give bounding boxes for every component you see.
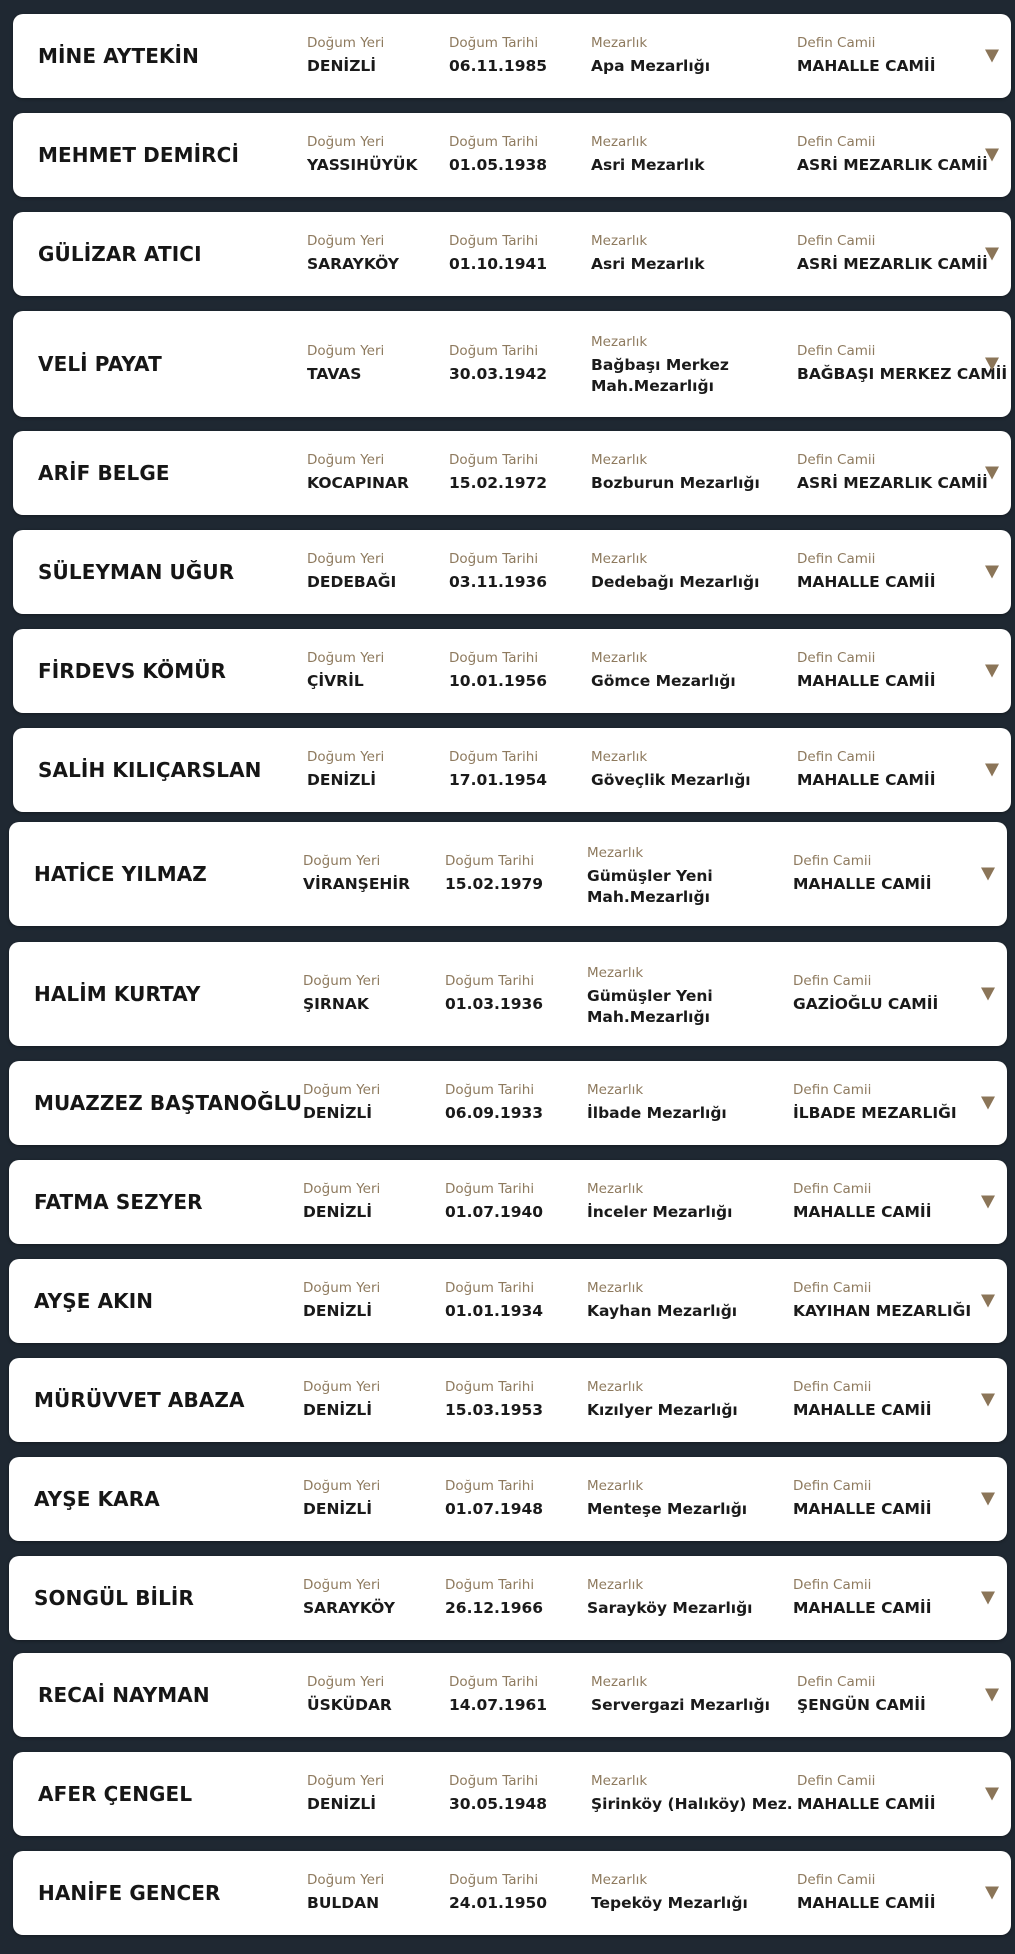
birthplace-label: Doğum Yeri bbox=[307, 1674, 385, 1690]
birthplace-field bbox=[303, 1180, 380, 1223]
expand-chevron-icon[interactable] bbox=[985, 764, 999, 777]
mosque-field bbox=[793, 1378, 931, 1421]
cemetery-label: Mezarlık bbox=[591, 233, 648, 249]
birthdate-field bbox=[445, 1576, 543, 1619]
expand-chevron-icon[interactable] bbox=[981, 1196, 995, 1209]
birthdate-value: 24.01.1950 bbox=[449, 1894, 548, 1912]
birthdate-field bbox=[449, 133, 547, 176]
birthplace-label: Doğum Yeri bbox=[303, 1181, 381, 1197]
cemetery-field bbox=[591, 34, 710, 77]
birthplace-field bbox=[303, 1576, 395, 1619]
birthplace-label: Doğum Yeri bbox=[303, 1280, 381, 1296]
mosque-label: Defin Camii bbox=[797, 134, 876, 150]
mosque-field bbox=[797, 1772, 935, 1815]
birthdate-field bbox=[449, 550, 547, 593]
birthplace-field bbox=[307, 1772, 384, 1815]
expand-chevron-icon[interactable] bbox=[981, 1493, 995, 1506]
record-card[interactable] bbox=[13, 530, 1011, 614]
expand-chevron-icon[interactable] bbox=[985, 566, 999, 579]
mosque-label: Defin Camii bbox=[797, 343, 876, 359]
mosque-label: Defin Camii bbox=[797, 35, 876, 51]
mosque-value: İLBADE MEZARLIĞI bbox=[793, 1104, 957, 1122]
birthdate-label: Doğum Tarihi bbox=[449, 1872, 539, 1888]
person-name: ARİF BELGE bbox=[38, 461, 170, 485]
record-card[interactable] bbox=[13, 1752, 1011, 1836]
mosque-value: MAHALLE CAMİİ bbox=[797, 771, 936, 789]
mosque-label: Defin Camii bbox=[793, 1082, 872, 1098]
mosque-field bbox=[797, 550, 935, 593]
birthdate-value: 15.02.1979 bbox=[445, 875, 544, 893]
cemetery-field bbox=[591, 1871, 748, 1914]
mosque-label: Defin Camii bbox=[793, 1280, 872, 1296]
birthplace-value: DENİZLİ bbox=[303, 1500, 373, 1518]
birthdate-label: Doğum Tarihi bbox=[449, 650, 539, 666]
birthdate-value: 06.09.1933 bbox=[445, 1104, 544, 1122]
birthplace-label: Doğum Yeri bbox=[303, 1082, 381, 1098]
mosque-field bbox=[793, 972, 938, 1015]
cemetery-label: Mezarlık bbox=[591, 1773, 648, 1789]
cemetery-label: Mezarlık bbox=[587, 1379, 644, 1395]
birthplace-value: DEDEBAĞI bbox=[307, 573, 397, 591]
birthplace-field bbox=[307, 451, 409, 494]
mosque-field bbox=[797, 342, 1007, 385]
cemetery-field bbox=[591, 649, 736, 692]
expand-chevron-icon[interactable] bbox=[985, 1887, 999, 1900]
expand-chevron-icon[interactable] bbox=[985, 467, 999, 480]
birthplace-value: DENİZLİ bbox=[303, 1203, 373, 1221]
cemetery-field bbox=[587, 1477, 747, 1520]
mosque-value: MAHALLE CAMİİ bbox=[793, 1401, 932, 1419]
cemetery-value: Kızılyer Mezarlığı bbox=[587, 1401, 738, 1419]
birthplace-value: DENİZLİ bbox=[307, 57, 377, 75]
expand-chevron-icon[interactable] bbox=[985, 149, 999, 162]
mosque-value: ŞENGÜN CAMİİ bbox=[797, 1696, 926, 1714]
person-name: MEHMET DEMİRCİ bbox=[38, 143, 239, 167]
cemetery-value: Asri Mezarlık bbox=[591, 156, 705, 174]
record-card[interactable] bbox=[13, 1653, 1011, 1737]
mosque-field bbox=[797, 451, 988, 494]
mosque-value: BAĞBAŞI MERKEZ CAMİİ bbox=[797, 365, 1008, 383]
mosque-label: Defin Camii bbox=[793, 973, 872, 989]
mosque-field bbox=[797, 232, 988, 275]
birthplace-value: SARAYKÖY bbox=[307, 255, 399, 273]
cemetery-value: Menteşe Mezarlığı bbox=[587, 1500, 748, 1518]
birthdate-value: 01.05.1938 bbox=[449, 156, 548, 174]
mosque-label: Defin Camii bbox=[797, 1872, 876, 1888]
birthplace-value: DENİZLİ bbox=[307, 771, 377, 789]
birthplace-field bbox=[307, 232, 399, 275]
cemetery-field bbox=[587, 1081, 727, 1124]
birthplace-field bbox=[307, 34, 384, 77]
birthdate-label: Doğum Tarihi bbox=[449, 1773, 539, 1789]
mosque-label: Defin Camii bbox=[797, 650, 876, 666]
birthplace-label: Doğum Yeri bbox=[303, 853, 381, 869]
birthdate-field bbox=[445, 1279, 543, 1322]
person-name: RECAİ NAYMAN bbox=[38, 1683, 210, 1707]
mosque-label: Defin Camii bbox=[793, 1478, 872, 1494]
birthplace-value: DENİZLİ bbox=[303, 1302, 373, 1320]
mosque-value: MAHALLE CAMİİ bbox=[793, 1599, 932, 1617]
birthdate-field bbox=[449, 451, 547, 494]
birthplace-label: Doğum Yeri bbox=[303, 973, 381, 989]
mosque-value: MAHALLE CAMİİ bbox=[797, 1795, 936, 1813]
cemetery-label: Mezarlık bbox=[587, 1280, 644, 1296]
person-name: SALİH KILIÇARSLAN bbox=[38, 758, 262, 782]
cemetery-label: Mezarlık bbox=[591, 452, 648, 468]
birthdate-value: 30.03.1942 bbox=[449, 365, 548, 383]
cemetery-field bbox=[587, 1576, 753, 1619]
birthdate-field bbox=[445, 1180, 543, 1223]
birthdate-field bbox=[449, 748, 547, 791]
birthdate-value: 01.07.1948 bbox=[445, 1500, 544, 1518]
birthplace-field bbox=[303, 972, 380, 1015]
birthdate-value: 15.03.1953 bbox=[445, 1401, 544, 1419]
mosque-value: ASRİ MEZARLIK CAMİİ bbox=[797, 474, 988, 492]
birthplace-value: ÇİVRİL bbox=[307, 672, 364, 690]
mosque-field bbox=[797, 1871, 935, 1914]
birthdate-field bbox=[449, 649, 547, 692]
person-name: SONGÜL BİLİR bbox=[34, 1586, 194, 1610]
birthdate-label: Doğum Tarihi bbox=[445, 1082, 535, 1098]
birthplace-field bbox=[303, 1477, 380, 1520]
record-card[interactable] bbox=[13, 1851, 1011, 1935]
birthplace-field bbox=[307, 342, 384, 385]
cemetery-value: Dedebağı Mezarlığı bbox=[591, 573, 760, 591]
record-card[interactable] bbox=[9, 1457, 1007, 1541]
expand-chevron-icon[interactable] bbox=[985, 50, 999, 63]
cemetery-field bbox=[591, 550, 759, 593]
cemetery-field bbox=[591, 1772, 793, 1815]
birthplace-label: Doğum Yeri bbox=[307, 35, 385, 51]
cemetery-label: Mezarlık bbox=[587, 965, 644, 981]
cemetery-label: Mezarlık bbox=[591, 1872, 648, 1888]
birthdate-label: Doğum Tarihi bbox=[449, 233, 539, 249]
birthplace-field bbox=[307, 1673, 392, 1716]
birthplace-value: ŞIRNAK bbox=[303, 995, 369, 1013]
birthplace-value: TAVAS bbox=[307, 365, 362, 383]
birthplace-label: Doğum Yeri bbox=[307, 343, 385, 359]
mosque-label: Defin Camii bbox=[797, 551, 876, 567]
birthdate-label: Doğum Tarihi bbox=[445, 853, 535, 869]
birthplace-label: Doğum Yeri bbox=[307, 749, 385, 765]
birthdate-field bbox=[445, 1477, 543, 1520]
birthdate-value: 30.05.1948 bbox=[449, 1795, 548, 1813]
expand-chevron-icon[interactable] bbox=[981, 1295, 995, 1308]
mosque-value: ASRİ MEZARLIK CAMİİ bbox=[797, 156, 988, 174]
record-card[interactable] bbox=[9, 1259, 1007, 1343]
birthplace-field bbox=[303, 852, 410, 895]
birthplace-label: Doğum Yeri bbox=[307, 650, 385, 666]
person-name: MUAZZEZ BAŞTANOĞLU bbox=[34, 1091, 303, 1115]
mosque-field bbox=[793, 1279, 971, 1322]
expand-chevron-icon[interactable] bbox=[985, 1689, 999, 1702]
birthplace-value: ÜSKÜDAR bbox=[307, 1696, 392, 1714]
person-name: GÜLİZAR ATICI bbox=[38, 242, 202, 266]
birthdate-value: 01.03.1936 bbox=[445, 995, 544, 1013]
record-card[interactable] bbox=[13, 431, 1011, 515]
record-card[interactable] bbox=[13, 311, 1011, 417]
birthplace-label: Doğum Yeri bbox=[307, 233, 385, 249]
person-name: VELİ PAYAT bbox=[38, 352, 162, 376]
cemetery-field bbox=[591, 748, 751, 791]
mosque-label: Defin Camii bbox=[793, 1181, 872, 1197]
birthdate-field bbox=[449, 34, 547, 77]
record-card[interactable] bbox=[9, 1556, 1007, 1640]
birthdate-label: Doğum Tarihi bbox=[449, 1674, 539, 1690]
birthdate-value: 03.11.1936 bbox=[449, 573, 548, 591]
birthplace-value: SARAYKÖY bbox=[303, 1599, 395, 1617]
mosque-field bbox=[793, 1081, 957, 1124]
mosque-label: Defin Camii bbox=[797, 749, 876, 765]
record-card[interactable] bbox=[13, 629, 1011, 713]
cemetery-field bbox=[591, 333, 761, 397]
cemetery-value: Gümüşler Yeni Mah.Mezarlığı bbox=[587, 867, 713, 906]
mosque-value: GAZİOĞLU CAMİİ bbox=[793, 995, 939, 1013]
cemetery-label: Mezarlık bbox=[587, 845, 644, 861]
birthdate-value: 10.01.1956 bbox=[449, 672, 548, 690]
mosque-label: Defin Camii bbox=[793, 1577, 872, 1593]
cemetery-label: Mezarlık bbox=[591, 650, 648, 666]
cemetery-value: Göveçlik Mezarlığı bbox=[591, 771, 751, 789]
birthdate-label: Doğum Tarihi bbox=[449, 343, 539, 359]
cemetery-value: Bozburun Mezarlığı bbox=[591, 474, 760, 492]
birthplace-label: Doğum Yeri bbox=[307, 1872, 385, 1888]
cemetery-field bbox=[587, 1378, 738, 1421]
mosque-value: MAHALLE CAMİİ bbox=[797, 573, 936, 591]
birthplace-value: DENİZLİ bbox=[303, 1401, 373, 1419]
mosque-value: MAHALLE CAMİİ bbox=[793, 875, 932, 893]
birthplace-label: Doğum Yeri bbox=[303, 1478, 381, 1494]
cemetery-field bbox=[587, 844, 757, 908]
mosque-field bbox=[793, 1180, 931, 1223]
birthplace-label: Doğum Yeri bbox=[307, 134, 385, 150]
mosque-value: ASRİ MEZARLIK CAMİİ bbox=[797, 255, 988, 273]
mosque-field bbox=[793, 1477, 931, 1520]
mosque-value: MAHALLE CAMİİ bbox=[793, 1203, 932, 1221]
birthdate-value: 01.07.1940 bbox=[445, 1203, 544, 1221]
person-name: AYŞE KARA bbox=[34, 1487, 160, 1511]
cemetery-label: Mezarlık bbox=[591, 334, 648, 350]
birthdate-field bbox=[445, 852, 543, 895]
birthplace-label: Doğum Yeri bbox=[303, 1379, 381, 1395]
expand-chevron-icon[interactable] bbox=[985, 248, 999, 261]
birthdate-label: Doğum Tarihi bbox=[445, 973, 535, 989]
person-name: MÜRÜVVET ABAZA bbox=[34, 1388, 245, 1412]
person-name: HATİCE YILMAZ bbox=[34, 862, 207, 886]
expand-chevron-icon[interactable] bbox=[981, 1097, 995, 1110]
birthdate-field bbox=[449, 1772, 547, 1815]
birthplace-value: YASSIHÜYÜK bbox=[307, 156, 418, 174]
person-name: AYŞE AKIN bbox=[34, 1289, 154, 1313]
birthdate-label: Doğum Tarihi bbox=[445, 1181, 535, 1197]
record-card[interactable] bbox=[9, 1160, 1007, 1244]
birthdate-field bbox=[449, 1673, 547, 1716]
cemetery-field bbox=[591, 133, 705, 176]
cemetery-label: Mezarlık bbox=[587, 1082, 644, 1098]
cemetery-field bbox=[591, 451, 760, 494]
birthplace-field bbox=[303, 1378, 380, 1421]
birthdate-label: Doğum Tarihi bbox=[449, 551, 539, 567]
birthdate-label: Doğum Tarihi bbox=[449, 134, 539, 150]
expand-chevron-icon[interactable] bbox=[981, 988, 995, 1001]
expand-chevron-icon[interactable] bbox=[985, 358, 999, 371]
mosque-value: KAYIHAN MEZARLIĞI bbox=[793, 1302, 972, 1320]
record-card[interactable] bbox=[13, 113, 1011, 197]
cemetery-value: Servergazi Mezarlığı bbox=[591, 1696, 770, 1714]
birthplace-value: KOCAPINAR bbox=[307, 474, 409, 492]
birthplace-field bbox=[307, 133, 418, 176]
birthplace-value: BULDAN bbox=[307, 1894, 380, 1912]
birthdate-label: Doğum Tarihi bbox=[445, 1577, 535, 1593]
cemetery-value: Gümüşler Yeni Mah.Mezarlığı bbox=[587, 987, 713, 1026]
record-card[interactable] bbox=[13, 14, 1011, 98]
cemetery-label: Mezarlık bbox=[591, 134, 648, 150]
cemetery-value: İlbade Mezarlığı bbox=[587, 1104, 727, 1122]
cemetery-field bbox=[591, 232, 705, 275]
person-name: HALİM KURTAY bbox=[34, 982, 201, 1006]
birthdate-field bbox=[449, 342, 547, 385]
expand-chevron-icon[interactable] bbox=[981, 868, 995, 881]
birthdate-label: Doğum Tarihi bbox=[445, 1478, 535, 1494]
cemetery-label: Mezarlık bbox=[591, 35, 648, 51]
record-card[interactable] bbox=[9, 1061, 1007, 1145]
birthdate-label: Doğum Tarihi bbox=[449, 35, 539, 51]
birthdate-label: Doğum Tarihi bbox=[445, 1379, 535, 1395]
mosque-label: Defin Camii bbox=[797, 233, 876, 249]
mosque-label: Defin Camii bbox=[797, 452, 876, 468]
record-card[interactable] bbox=[13, 728, 1011, 812]
cemetery-label: Mezarlık bbox=[587, 1181, 644, 1197]
mosque-value: MAHALLE CAMİİ bbox=[797, 57, 936, 75]
cemetery-label: Mezarlık bbox=[587, 1577, 644, 1593]
expand-chevron-icon[interactable] bbox=[985, 1788, 999, 1801]
mosque-field bbox=[797, 649, 935, 692]
cemetery-field bbox=[591, 1673, 770, 1716]
mosque-value: MAHALLE CAMİİ bbox=[797, 1894, 936, 1912]
birthdate-field bbox=[445, 972, 543, 1015]
birthdate-field bbox=[449, 1871, 547, 1914]
birthdate-value: 15.02.1972 bbox=[449, 474, 548, 492]
birthplace-field bbox=[303, 1081, 380, 1124]
cemetery-value: Kayhan Mezarlığı bbox=[587, 1302, 738, 1320]
cemetery-field bbox=[587, 1180, 732, 1223]
birthplace-label: Doğum Yeri bbox=[307, 551, 385, 567]
person-name: AFER ÇENGEL bbox=[38, 1782, 193, 1806]
person-name: MİNE AYTEKİN bbox=[38, 44, 199, 68]
birthdate-field bbox=[449, 232, 547, 275]
birthplace-field bbox=[307, 550, 396, 593]
cemetery-label: Mezarlık bbox=[591, 1674, 648, 1690]
birthplace-field bbox=[307, 1871, 384, 1914]
birthplace-field bbox=[303, 1279, 380, 1322]
cemetery-field bbox=[587, 964, 757, 1028]
birthdate-value: 26.12.1966 bbox=[445, 1599, 544, 1617]
cemetery-value: Gömce Mezarlığı bbox=[591, 672, 736, 690]
mosque-label: Defin Camii bbox=[797, 1674, 876, 1690]
birthdate-field bbox=[445, 1081, 543, 1124]
birthdate-label: Doğum Tarihi bbox=[449, 749, 539, 765]
cemetery-value: Sarayköy Mezarlığı bbox=[587, 1599, 753, 1617]
birthplace-value: DENİZLİ bbox=[303, 1104, 373, 1122]
record-card[interactable] bbox=[13, 212, 1011, 296]
cemetery-value: Asri Mezarlık bbox=[591, 255, 705, 273]
person-name: FİRDEVS KÖMÜR bbox=[38, 659, 227, 683]
expand-chevron-icon[interactable] bbox=[985, 665, 999, 678]
cemetery-value: Şirinköy (Halıköy) Mez. bbox=[591, 1795, 793, 1813]
expand-chevron-icon[interactable] bbox=[981, 1394, 995, 1407]
birthplace-value: VİRANŞEHİR bbox=[303, 875, 411, 893]
birthdate-value: 14.07.1961 bbox=[449, 1696, 548, 1714]
cemetery-value: Apa Mezarlığı bbox=[591, 57, 711, 75]
birthplace-value: DENİZLİ bbox=[307, 1795, 377, 1813]
mosque-label: Defin Camii bbox=[797, 1773, 876, 1789]
mosque-field bbox=[797, 34, 935, 77]
record-card[interactable] bbox=[9, 942, 1007, 1046]
birthplace-label: Doğum Yeri bbox=[307, 452, 385, 468]
mosque-value: MAHALLE CAMİİ bbox=[793, 1500, 932, 1518]
birthdate-value: 01.01.1934 bbox=[445, 1302, 544, 1320]
birthplace-label: Doğum Yeri bbox=[303, 1577, 381, 1593]
birthdate-value: 01.10.1941 bbox=[449, 255, 548, 273]
mosque-field bbox=[797, 133, 988, 176]
person-name: FATMA SEZYER bbox=[34, 1190, 203, 1214]
expand-chevron-icon[interactable] bbox=[981, 1592, 995, 1605]
record-card[interactable] bbox=[9, 822, 1007, 926]
birthplace-field bbox=[307, 748, 384, 791]
mosque-label: Defin Camii bbox=[793, 1379, 872, 1395]
cemetery-label: Mezarlık bbox=[591, 749, 648, 765]
person-name: SÜLEYMAN UĞUR bbox=[38, 560, 235, 584]
mosque-field bbox=[797, 748, 935, 791]
birthdate-value: 06.11.1985 bbox=[449, 57, 548, 75]
birthplace-label: Doğum Yeri bbox=[307, 1773, 385, 1789]
birthdate-field bbox=[445, 1378, 543, 1421]
cemetery-field bbox=[587, 1279, 737, 1322]
birthplace-field bbox=[307, 649, 384, 692]
person-name: HANİFE GENCER bbox=[38, 1881, 221, 1905]
mosque-field bbox=[793, 1576, 931, 1619]
mosque-value: MAHALLE CAMİİ bbox=[797, 672, 936, 690]
mosque-field bbox=[797, 1673, 926, 1716]
record-card[interactable] bbox=[9, 1358, 1007, 1442]
birthdate-label: Doğum Tarihi bbox=[445, 1280, 535, 1296]
birthdate-label: Doğum Tarihi bbox=[449, 452, 539, 468]
cemetery-value: Tepeköy Mezarlığı bbox=[591, 1894, 748, 1912]
cemetery-label: Mezarlık bbox=[587, 1478, 644, 1494]
birthdate-value: 17.01.1954 bbox=[449, 771, 548, 789]
cemetery-value: Bağbaşı Merkez Mah.Mezarlığı bbox=[591, 356, 729, 395]
cemetery-label: Mezarlık bbox=[591, 551, 648, 567]
cemetery-value: İnceler Mezarlığı bbox=[587, 1203, 733, 1221]
mosque-field bbox=[793, 852, 931, 895]
mosque-label: Defin Camii bbox=[793, 853, 872, 869]
